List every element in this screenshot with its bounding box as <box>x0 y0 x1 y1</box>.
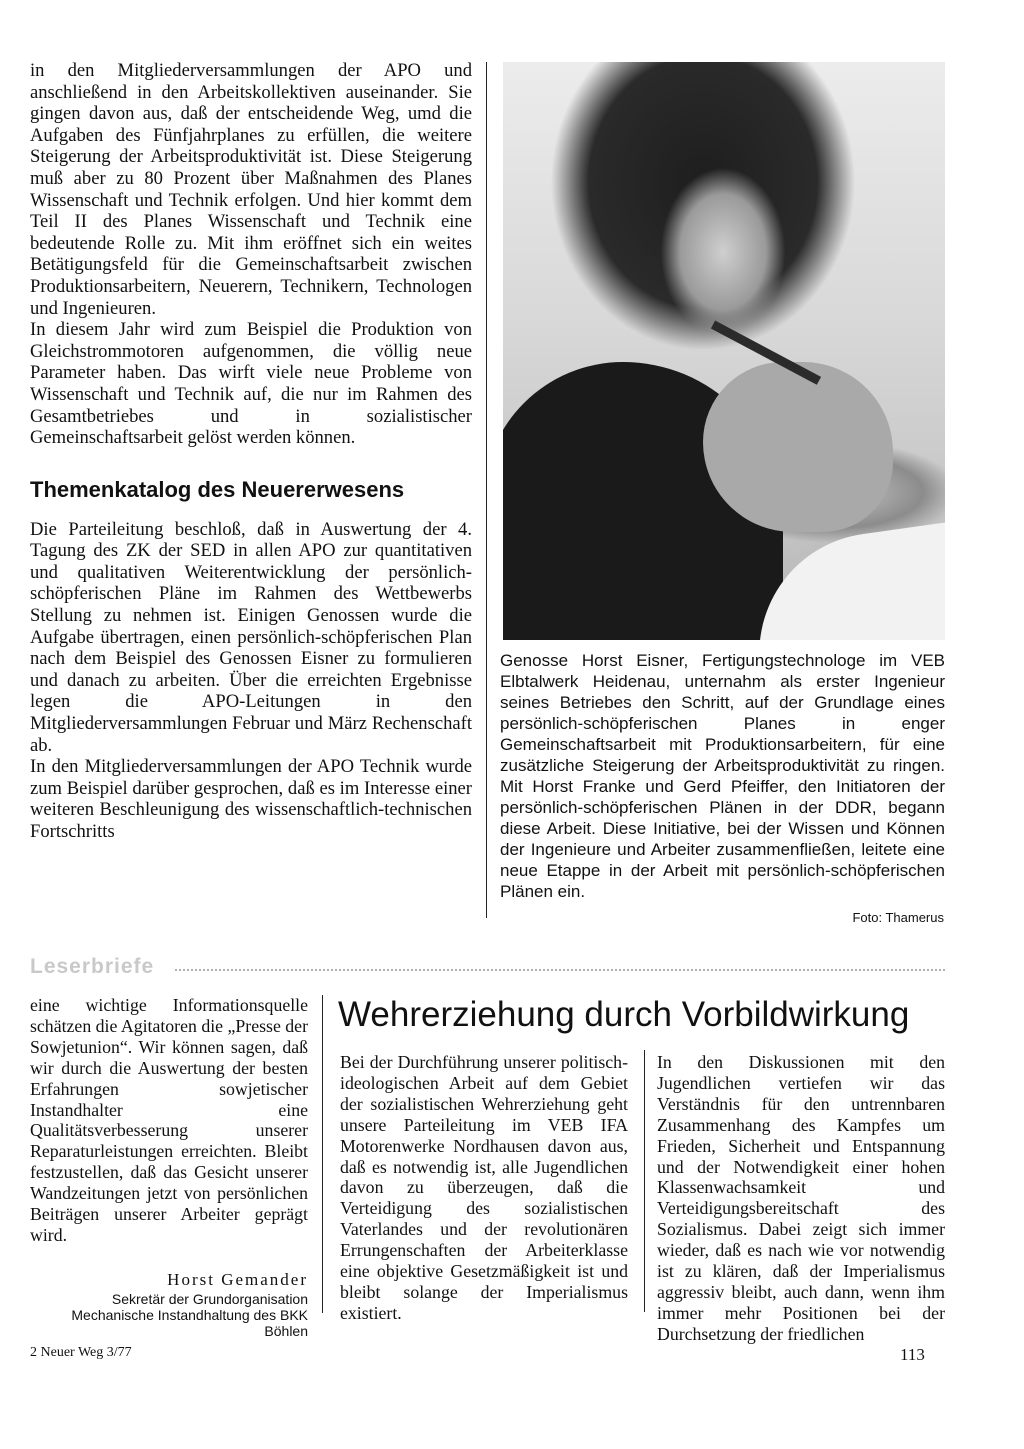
article-paragraph: In den Mitgliederversammlungen der APO Technik wurde zum Beispiel darüber gesprochen, daß es im Interesse einer weiteren Beschleunigung des wissenschaftlich-technischen Fortschritts <box>30 756 472 842</box>
column-divider <box>322 995 323 1313</box>
column-divider <box>644 1050 645 1312</box>
article-paragraph: in den Mitgliederversammlungen der APO und anschließend in den Arbeitskollektiven auseinander. Sie gingen davon aus, daß der entscheidende Weg, umd die Aufgaben des Fünfjahrplanes zu erfüllen, die weitere Steigerung der Arbeitsproduktivität ist. Diese Steigerung muß aber zu 80 Prozent über Maßnahmen des Planes Wissenschaft und Technik erfolgen. Und hier kommt dem Teil II des Planes Wissenschaft und Technik eine bedeutende Rolle zu. Mit ihm eröffnet sich ein weites Betätigungsfeld für die Gemeinschaftsarbeit zwischen Produktionsarbeitern, Neuerern, Technikern, Technologen und Ingenieuren. <box>30 60 472 319</box>
letter-column <box>30 995 308 1339</box>
page-number: 113 <box>900 1345 925 1364</box>
photo-credit: Foto: Thamerus <box>852 910 944 925</box>
column-divider <box>486 62 487 918</box>
section-label: Leserbriefe <box>30 955 155 978</box>
photo-hand-shape <box>703 362 893 532</box>
letter-signature <box>30 1270 308 1339</box>
letter-text: eine wichtige Informationsquelle schätzen die Agitatoren die „Presse der Sowjetunion“. Wir können sagen, daß wir durch die Auswertung der besten Erfahrungen sowjetischer Instandhalter eine Qualitätsverbesserung unserer Reparaturleistungen erreichten. Bleibt festzustellen, daß das Gesicht unserer Wandzeitungen jetzt von persönlichen Beiträgen unserer Arbeiter geprägt wird. <box>30 995 308 1245</box>
section-subheading: Themenkatalog des Neuererwesens <box>30 476 405 502</box>
letter-text: In den Diskussionen mit den Jugendlichen vertiefen wir das Verständnis für den untrennbaren Zusammenhang des Kampfes um Frieden, Sicherheit und Entspannung und der Notwendigkeit einer hohen Klassenwachsamkeit und Verteidigungsbereitschaft des Sozialismus. Dabei zeigt sich immer wieder, daß es nach wie vor notwendig ist zu klären, daß der Imperialismus aggressiv bleibt, auch dann, wenn ihm immer mehr Positionen bei der Durchsetzung der friedlichen <box>657 1052 945 1344</box>
portrait-photo <box>503 62 945 640</box>
letter-text: Bei der Durchführung unserer politisch-ideologischen Arbeit auf dem Gebiet der sozialistischen Wehrerziehung geht unsere Parteileitung im VEB IFA Motorenwerke Nordhausen davon aus, daß es notwendig ist, alle Jugendlichen davon zu überzeugen, daß die Verteidigung des sozialistischen Vaterlandes und der revolutionären Errungenschaften der Arbeiterklasse eine objektive Gesetzmäßigkeit ist und bleibt solange der Imperialismus existiert. <box>340 1052 628 1323</box>
letter-column <box>340 1052 628 1324</box>
article-paragraph: Die Parteileitung beschloß, daß in Auswertung der 4. Tagung des ZK der SED in allen APO zur quantitativen und qualitativen Weiterentwicklung der persönlich-schöpferischen Pläne im Rahmen des Wettbewerbs Stellung zu nehmen ist. Einigen Genossen wurde die Aufgabe übertragen, einen persönlich-schöpferischen Plan nach dem Beispiel des Genossen Eisner zu formulieren und danach zu arbeiten. Über die erreichten Ergebnisse legen die APO-Leitungen in den Mitgliederversammlungen Februar und März Rechenschaft ab. <box>30 518 472 756</box>
issue-label: 2 Neuer Weg 3/77 <box>30 1345 132 1360</box>
author-role: Sekretär der Grundorganisation Mechanische Instandhaltung des BKK Böhlen <box>71 1290 308 1339</box>
letter-headline: Wehrerziehung durch Vorbildwirkung <box>338 995 910 1034</box>
photo-caption: Genosse Horst Eisner, Fertigungstechnologe im VEB Elbtalwerk Heidenau, unternahm als erster Ingenieur seines Betriebes den Schritt, auf der Grundlage eines persönlich-schöpferischen Planes in enger Gemeinschaftsarbeit mit Produktionsarbeitern, für eine zusätzliche Steigerung der Arbeitsproduktivität zu ringen. Mit Horst Franke und Gerd Pfeiffer, den Initiatoren der persönlich-schöpferischen Plänen in der DDR, begann diese Arbeit. Diese Initiative, bei der Wissen und Können der Ingenieure und Arbeiter zusammenfließen, leitete eine neue Etappe in der Arbeit mit persönlich-schöpferischen Plänen ein. <box>500 651 945 901</box>
author-name: Horst Gemander <box>167 1269 308 1289</box>
article-paragraph: In diesem Jahr wird zum Beispiel die Produktion von Gleichstrommotoren aufgenommen, die völlig neue Parameter haben. Das wirft viele neue Probleme von Wissenschaft und Technik auf, die nur im Rahmen des Gesamtbetriebes und in sozialistischer Gemeinschaftsarbeit gelöst werden können. <box>30 319 472 449</box>
article-column <box>30 60 472 843</box>
letter-column <box>657 1052 945 1345</box>
section-divider <box>175 969 945 971</box>
